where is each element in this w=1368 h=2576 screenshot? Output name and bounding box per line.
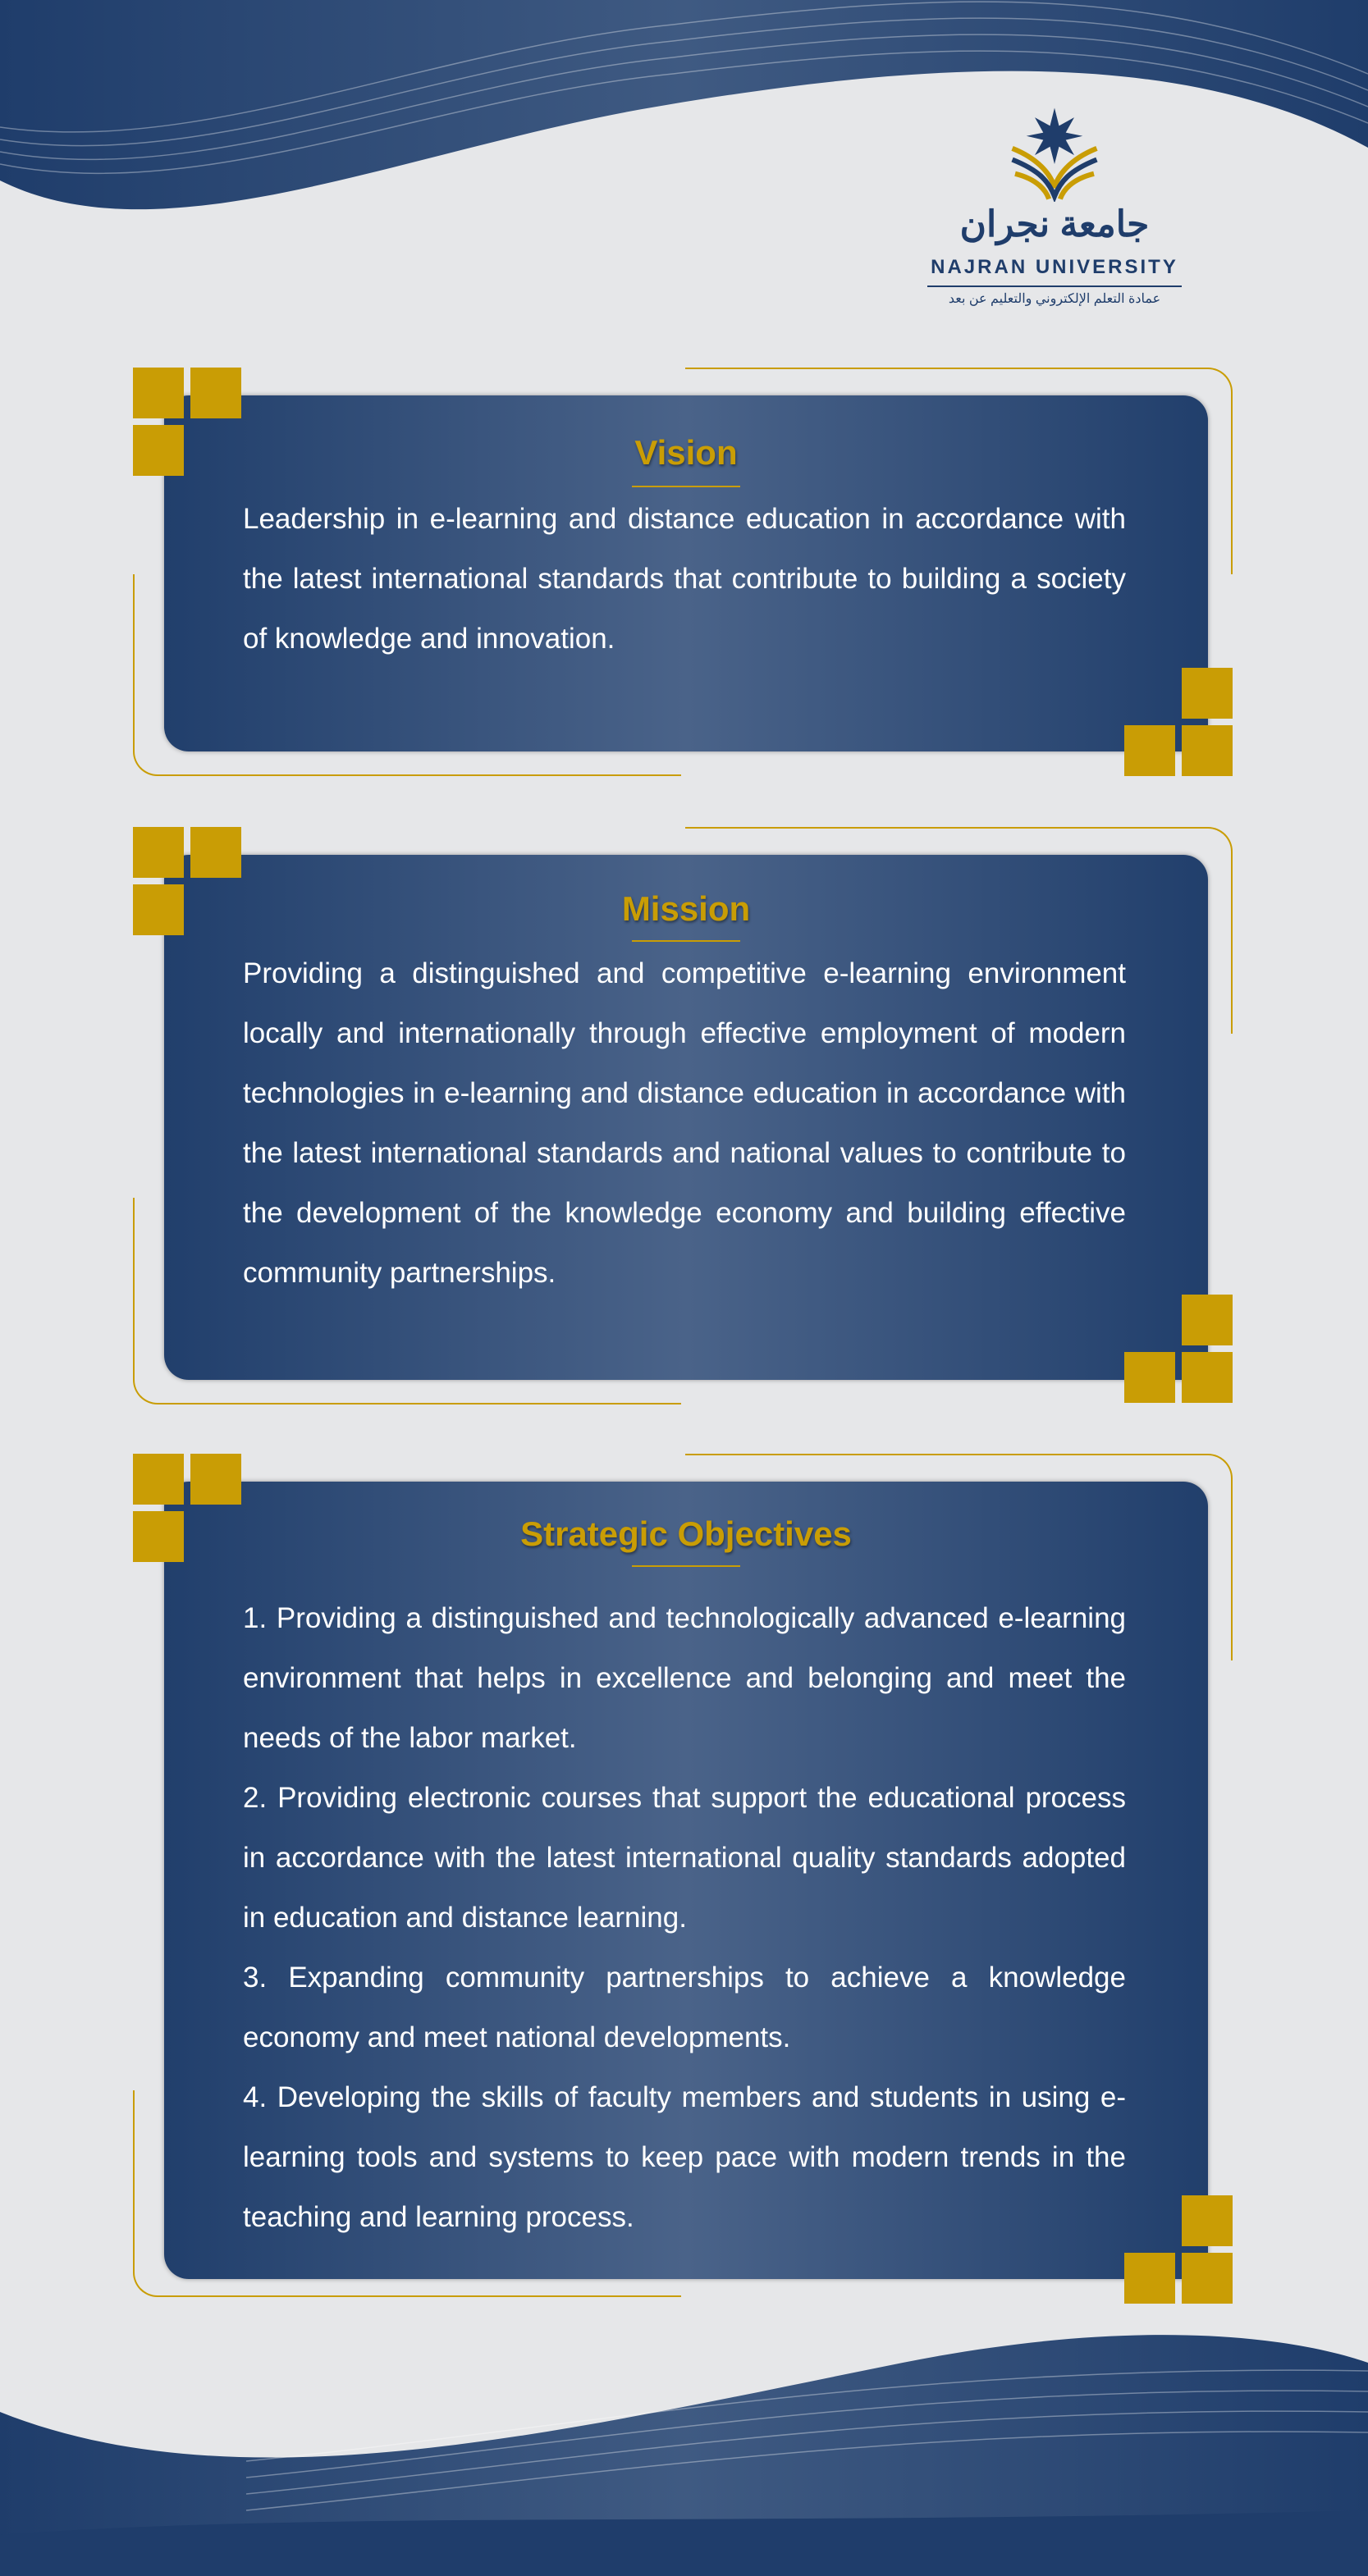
vision-card: [164, 395, 1208, 751]
decor-square: [1182, 2195, 1233, 2246]
objective-item: 1. Providing a distinguished and technologically advanced e-learning environment that helps in excellence and belonging and meet the needs of the labor market.: [243, 1602, 1126, 1754]
objectives-list: [243, 1588, 1126, 2247]
title-underline: [632, 1565, 740, 1567]
decor-square: [133, 368, 184, 418]
objectives-card: [164, 1482, 1208, 2279]
decor-square: [133, 1454, 184, 1505]
logo-arabic-name: جامعة نجران: [959, 204, 1150, 244]
decor-square: [190, 368, 241, 418]
decor-square: [133, 884, 184, 935]
decor-square: [1182, 725, 1233, 776]
mission-text: [243, 943, 1126, 1303]
decor-square: [1124, 725, 1175, 776]
vision-paragraph: Leadership in e-learning and distance education in accordance with the latest international standards that contribute to building a society of knowledge and innovation.: [243, 503, 1126, 655]
mission-title: Mission: [621, 889, 751, 928]
objective-item: 4. Developing the skills of faculty members and students in using e-learning tools and systems to keep pace with modern trends in the teaching and learning process.: [243, 2081, 1126, 2233]
objective-item: 2. Providing electronic courses that support the educational process in accordance with the latest international quality standards adopted in education and distance learning.: [243, 1782, 1126, 1934]
logo-deanship: عمادة التعلم الإلكتروني والتعليم عن بعد: [927, 285, 1182, 308]
objectives-title: Strategic Objectives: [520, 1514, 852, 1553]
decor-square: [190, 1454, 241, 1505]
decor-square: [1124, 2253, 1175, 2304]
logo-emblem-icon: [927, 103, 1182, 202]
vision-text: [243, 489, 1126, 669]
title-underline: [632, 486, 740, 487]
decor-square: [133, 1511, 184, 1562]
decor-square: [1182, 668, 1233, 719]
objective-item: 3. Expanding community partnerships to achieve a knowledge economy and meet national developments.: [243, 1962, 1126, 2053]
decor-square: [133, 827, 184, 878]
mission-card: [164, 855, 1208, 1380]
mission-paragraph: Providing a distinguished and competitive e-learning environment locally and internationally through effective employment of modern technologies in e-learning and distance education in accordance with the latest international standards and national values to contribute to the development of the knowledge economy and building effective community partnerships.: [243, 957, 1126, 1289]
decor-square: [1182, 1295, 1233, 1345]
decor-square: [1182, 2253, 1233, 2304]
logo-english-name: NAJRAN UNIVERSITY: [931, 256, 1178, 278]
decor-square: [1182, 1352, 1233, 1403]
decor-square: [1124, 1352, 1175, 1403]
vision-title: Vision: [634, 433, 738, 472]
decor-square: [133, 425, 184, 476]
title-underline: [632, 940, 740, 942]
decor-square: [190, 827, 241, 878]
